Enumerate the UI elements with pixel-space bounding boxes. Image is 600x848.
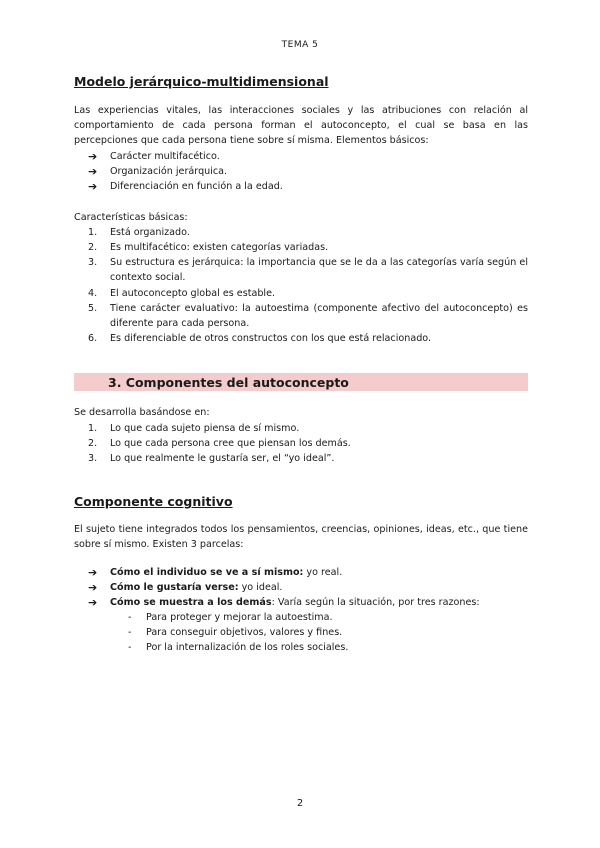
- list-item: 5. Tiene carácter evaluativo: la autoestima (componente afectivo del autoconcepto) es diferente para cada persona.: [88, 302, 528, 330]
- arrow-icon: ➔: [88, 595, 98, 609]
- list-item: ➔ Diferenciación en función a la edad.: [88, 179, 283, 193]
- list-item: 1. Está organizado.: [88, 226, 190, 238]
- page-number: 2: [296, 798, 304, 809]
- page-content: [74, 74, 528, 655]
- componentes-list: [88, 421, 528, 467]
- list-item: - Para conseguir objetivos, valores y fines.: [128, 626, 343, 638]
- section-heading-cognitivo: Componente cognitivo: [74, 494, 233, 510]
- arrow-icon: ➔: [88, 179, 98, 193]
- list-item: - Para proteger y mejorar la autoestima.: [128, 611, 333, 623]
- elements-list: [88, 149, 528, 194]
- list-item: - Por la internalización de los roles sociales.: [128, 641, 349, 653]
- parcels-list: [88, 565, 528, 610]
- list-item: ➔ Carácter multifacético.: [88, 149, 220, 163]
- list-item: ➔ Cómo le gustaría verse: yo ideal.: [88, 580, 283, 594]
- dash-bullet: -: [128, 611, 132, 623]
- arrow-icon: ➔: [88, 565, 98, 579]
- paragraph-cognitivo-intro: El sujeto tiene integrados todos los pensamientos, creencias, opiniones, ideas, etc., que tiene sobre sí mismo. Existen 3 parcelas:: [74, 524, 528, 551]
- characteristics-list: [88, 225, 528, 347]
- section-heading-band: [74, 373, 528, 391]
- reasons-list: [128, 610, 528, 655]
- dash-bullet: -: [128, 626, 132, 638]
- list-item: ➔ Organización jerárquica.: [88, 164, 228, 178]
- dash-bullet: -: [128, 641, 132, 653]
- section-heading-componentes: 3. Componentes del autoconcepto: [108, 374, 349, 390]
- list-item: 2. Lo que cada persona cree que piensan los demás.: [88, 437, 351, 449]
- arrow-icon: ➔: [88, 149, 98, 163]
- list-item: 3. Su estructura es jerárquica: la importancia que se le da a las categorías varía según el contexto social.: [88, 257, 528, 284]
- list-item: 1. Lo que cada sujeto piensa de sí mismo.: [88, 422, 300, 434]
- page-header: TEMA 5: [281, 40, 319, 50]
- paragraph-characteristics-intro: Características básicas:: [74, 211, 188, 223]
- list-item: ➔ Cómo se muestra a los demás: Varía según la situación, por tres razones:: [88, 595, 480, 609]
- paragraph-componentes-intro: Se desarrolla basándose en:: [74, 407, 210, 419]
- arrow-icon: ➔: [88, 164, 98, 178]
- list-item: 6. Es diferenciable de otros constructos con los que está relacionado.: [88, 333, 432, 345]
- list-item: 4. El autoconcepto global es estable.: [88, 287, 276, 299]
- list-item: 2. Es multifacético: existen categorías variadas.: [88, 242, 329, 254]
- list-item: 3. Lo que realmente le gustaría ser, el “yo ideal”.: [88, 453, 335, 465]
- arrow-icon: ➔: [88, 580, 98, 594]
- list-item: ➔ Cómo el individuo se ve a sí mismo: yo real.: [88, 565, 343, 579]
- section-heading-modelo: Modelo jerárquico-multidimensional: [74, 74, 329, 89]
- paragraph-intro: Las experiencias vitales, las interacciones sociales y las atribuciones con relación al comportamiento de cada persona forman el autoconcepto, el cual se basa en las percepciones que cada persona tiene sobre sí misma. Elementos básicos:: [74, 105, 528, 147]
